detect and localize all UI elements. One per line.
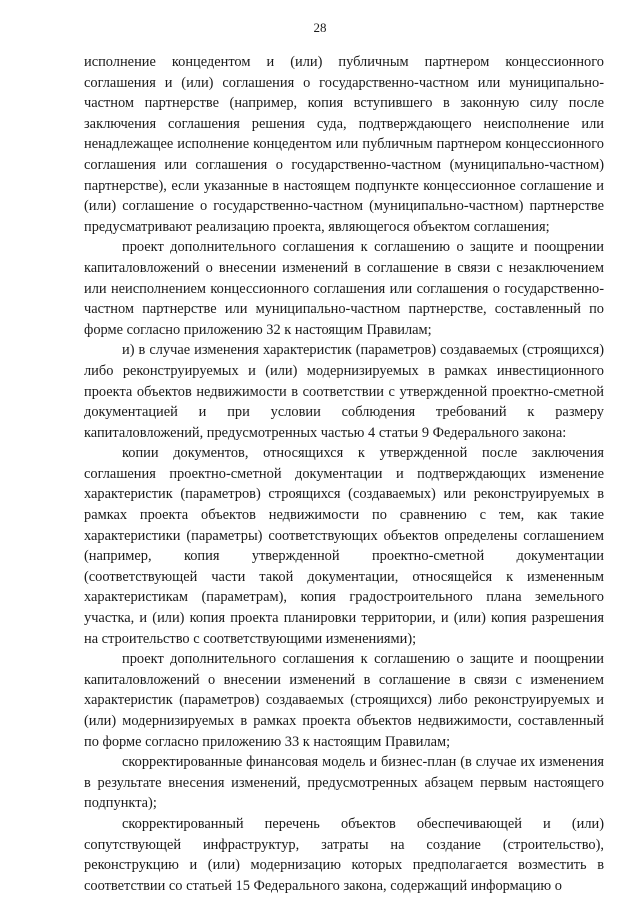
paragraph-draft-agreement-33: проект дополнительного соглашения к соглашению о защите и поощрении капиталовложений о внесении изменений в соглашение в связи с изменением характеристик (параметров) создаваемых (строящихся) либо реконструируемых и (или) модернизируемых в рамках проекта объектов недвижимости, составленный по форме согласно приложению 33 к настоящим Правилам;: [84, 651, 604, 750]
paragraph-subitem-i: и) в случае изменения характеристик (параметров) создаваемых (строящихся) либо реконструируемых и (или) модернизируемых в рамках инвестиционного проекта объектов недвижимости в соответствии с утвержденной проектно-сметной документацией и при условии соблюдения требований к размеру капиталовложений, предусмотренных частью 4 статьи 9 Федерального закона:: [84, 342, 604, 441]
paragraph-document-copies: копии документов, относящихся к утвержденной после заключения соглашения проектно-сметной документации и подтверждающих изменение характеристик (параметров) строящихся (создаваемых) или реконструируемых в рамках проекта объектов недвижимости по сравнению с тем, как такие характеристики (параметры) соответствующих объектов определены соглашением (например, копия утвержденной проектно-сметной документации (соответствующей части такой документации, относящейся к измененным характеристикам (параметрам), копия градостроительного плана земельного участка, и (или) копия проекта планировки территории, и (или) копия разрешения на строительство с соответствующими изменениями);: [84, 445, 604, 647]
page-number: 28: [313, 20, 327, 35]
paragraph-continuation: исполнение концедентом и (или) публичным партнером концессионного соглашения и (или) соглашения о государственно-частном или муниципально-частном партнерстве (например, копия вступившего в законную силу после заключения соглашения решения суда, подтверждающего неисполнение или ненадлежащее исполнение концедентом или публичным партнером концессионного соглашения или соглашения о государственно-частном (муниципально-частном) партнерстве), если указанные в настоящем подпункте концессионное соглашение и (или) соглашение о государственно-частном (муниципально-частном) партнерстве предусматривают реализацию проекта, являющегося объектом соглашения;: [84, 54, 604, 235]
paragraph-infrastructure-list: скорректированный перечень объектов обеспечивающей и (или) сопутствующей инфраструктур, затраты на создание (строительство), реконструкцию и (или) модернизацию которых предполагается возместить в соответствии со статьей 15 Федерального закона, содержащий информацию о: [84, 815, 604, 894]
paragraph-financial-model: скорректированные финансовая модель и бизнес-план (в случае их изменения в результате внесения изменений, предусмотренных абзацем первым настоящего подпункта);: [84, 754, 604, 812]
document-body: [84, 52, 604, 896]
paragraph-draft-agreement-32: проект дополнительного соглашения к соглашению о защите и поощрении капиталовложений о внесении изменений в соглашение в связи с незаключением или неисполнением концессионного соглашения или соглашения о государственно-частном партнерстве или муниципально-частном партнерстве, составленный по форме согласно приложению 32 к настоящим Правилам;: [84, 239, 604, 338]
